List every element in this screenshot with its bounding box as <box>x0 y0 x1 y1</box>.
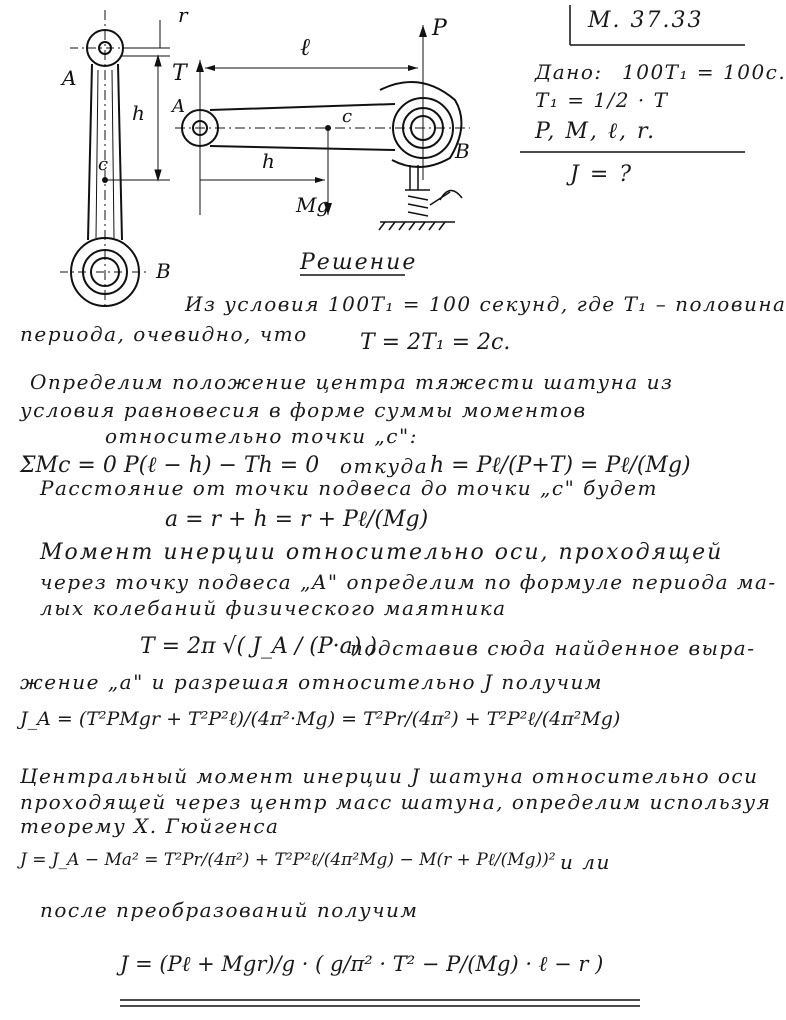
equation-4-text: подставив сюда найденное выра- <box>350 636 756 660</box>
label-a-left: A <box>62 66 77 90</box>
given-line2: T₁ = 1/2 · T <box>535 88 669 112</box>
label-t: T <box>172 61 187 86</box>
given-line3: P, M, ℓ, r. <box>535 119 657 144</box>
label-c-left: c <box>98 154 109 175</box>
equation-6: J = J_A − Ma² = T²Pr/(4π²) + T²P²ℓ/(4π²Mg) − M(r + Pℓ/(Mg))² <box>20 850 556 870</box>
label-p: P <box>432 16 447 41</box>
equation-1: T = 2T₁ = 2c. <box>360 330 511 355</box>
label-a-right: A <box>172 96 185 117</box>
text-line11: Центральный момент инерции J шатуна относительно оси <box>20 764 759 788</box>
connecting-rod-horizontal <box>182 82 461 167</box>
label-b-left: B <box>156 259 171 283</box>
equation-2-result: h = Pℓ/(P+T) = Pℓ/(Mg) <box>430 453 691 478</box>
label-b-right: B <box>455 139 470 163</box>
label-c-right: c <box>342 106 353 127</box>
text-line1: Из условия 100T₁ = 100 секунд, где T₁ – половина <box>185 292 786 316</box>
text-line13: теорему Х. Гюйгенса <box>20 814 280 838</box>
label-h-left: h <box>132 101 145 125</box>
text-line5: относительно точки „c": <box>105 424 418 448</box>
equation-6-tail: и ли <box>560 850 611 874</box>
text-line8: через точку подвеса „A" определим по формуле периода ма- <box>40 570 777 594</box>
text-line14: после преобразований получим <box>40 898 419 922</box>
equation-4: T = 2π √( J_A / (P·a) ) <box>140 634 377 659</box>
label-l: ℓ <box>300 33 310 61</box>
label-h-right: h <box>262 149 275 173</box>
text-line4: условия равновесия в форме суммы моментов <box>20 398 587 422</box>
text-line3: Определим положение центра тяжести шатуна из <box>30 370 674 394</box>
text-line7: Момент инерции относительно оси, проходящей <box>40 540 724 565</box>
equation-2-word: откуда <box>340 454 429 478</box>
given-line1: 100T₁ = 100c. <box>622 60 786 84</box>
text-line2: периода, очевидно, что <box>20 322 308 346</box>
label-mg: Mg <box>296 193 330 217</box>
problem-id: М. 37.33 <box>588 8 704 33</box>
solution-heading: Решение <box>300 250 418 275</box>
given-label: Дано: <box>535 60 603 84</box>
text-line9: лых колебаний физического маятника <box>40 596 507 620</box>
equation-3: a = r + h = r + Pℓ/(Mg) <box>165 507 429 532</box>
equation-5: J_A = (T²PMgr + T²P²ℓ)/(4π²·Mg) = T²Pr/(4π²) + T²P²ℓ/(4π²Mg) <box>20 708 621 730</box>
equation-7: J = (Pℓ + Mgr)/g · ( g/π² · T² − P/(Mg) · ℓ − r ) <box>120 952 604 976</box>
equation-2: ΣMc = 0 P(ℓ − h) − Th = 0 <box>20 453 320 478</box>
label-r: r <box>178 3 188 27</box>
text-line10: жение „a" и разрешая относительно J получим <box>20 670 603 694</box>
text-line12: проходящей через центр масс шатуна, определим используя <box>20 790 772 814</box>
find-line: J = ? <box>570 162 634 187</box>
text-line6: Расстояние от точки подвеса до точки „c" будет <box>40 476 658 500</box>
